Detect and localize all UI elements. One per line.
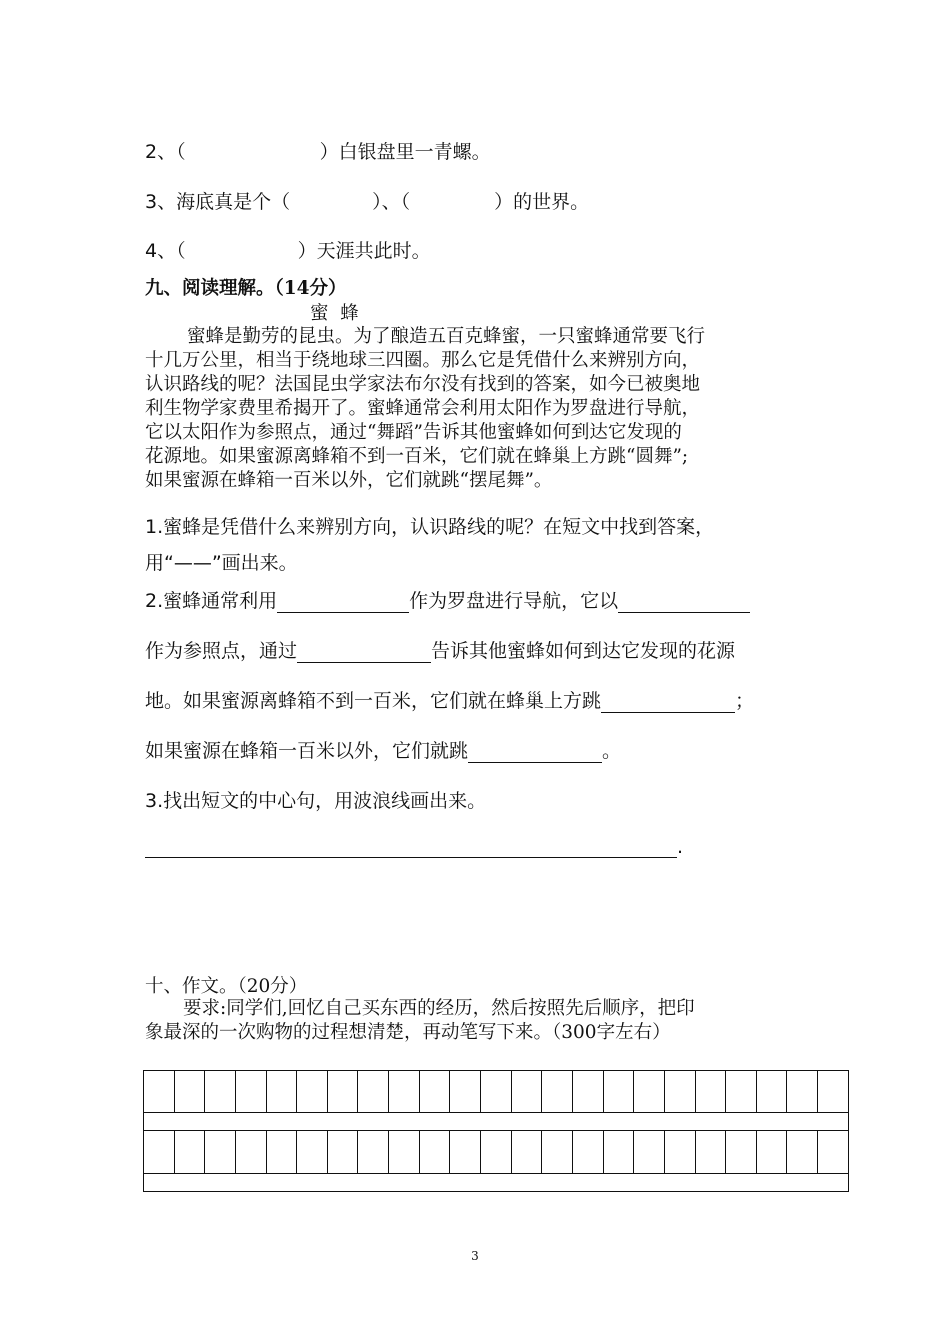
grid-cell[interactable] [450,1131,481,1173]
grid-spacer-row [144,1173,849,1191]
reading-question-3-answer [145,836,683,858]
grid-cell[interactable] [205,1131,236,1173]
grid-cell[interactable] [358,1071,389,1113]
answer-line[interactable] [145,837,677,858]
grid-cell[interactable] [327,1131,358,1173]
q2-text: 作为参照点，通过 [145,640,298,662]
reading-question-2-line-2 [145,636,735,663]
passage [145,325,705,493]
grid-cell[interactable] [634,1071,665,1113]
grid-cell[interactable] [419,1071,450,1113]
q2-text: ； [735,690,755,712]
fill-question-4 [145,236,431,263]
grid-cell[interactable] [511,1071,542,1113]
grid-cell[interactable] [726,1071,757,1113]
fill-question-2 [145,137,491,164]
grid-cell[interactable] [818,1131,849,1173]
reading-question-2-line-1 [145,586,750,613]
grid-cell[interactable] [818,1071,849,1113]
grid-cell[interactable] [174,1131,205,1173]
grid-cell[interactable] [144,1131,175,1173]
grid-cell[interactable] [481,1131,512,1173]
grid-cell[interactable] [389,1131,420,1173]
answer-blank[interactable] [297,642,431,663]
grid-cell[interactable] [787,1131,818,1173]
grid-cell[interactable] [511,1131,542,1173]
grid-spacer-row [144,1113,849,1131]
reading-question-3: 3.找出短文的中心句，用波浪线画出来。 [145,790,487,812]
fill-q4-suffix: ）天涯共此时。 [297,240,431,262]
reading-question-2-line-3 [145,686,754,713]
q2-text: 作为罗盘进行导航，它以 [409,590,619,612]
essay-heading: 十、作文。（20分） [145,976,308,997]
grid-cell[interactable] [266,1131,297,1173]
q2-text: 地。如果蜜源离蜂箱不到一百米，它们就在蜂巢上方跳 [145,690,602,712]
essay-requirement-line: 要求:同学们,回忆自己买东西的经历，然后按照先后顺序，把印 [183,998,695,1019]
grid-cell[interactable] [634,1131,665,1173]
passage-line: 十几万公里，相当于绕地球三四圈。那么它是凭借什么来辨别方向， [145,350,701,371]
reading-heading: 九、阅读理解。（14分） [145,278,347,299]
grid-cell[interactable] [664,1071,695,1113]
grid-cell[interactable] [235,1131,266,1173]
answer-line-end: . [677,836,684,858]
answer-blank[interactable] [277,592,409,613]
q2-text: 。 [602,740,622,762]
grid-cell[interactable] [542,1071,573,1113]
passage-line: 利生物学家费里希揭开了。蜜蜂通常会利用太阳作为罗盘进行导航， [145,398,701,419]
answer-blank[interactable] [618,592,750,613]
answer-blank[interactable] [601,692,735,713]
fill-q2-prefix: 2、（ [145,141,186,163]
passage-line: 如果蜜源在蜂箱一百米以外，它们就跳“摆尾舞”。 [145,470,553,491]
grid-cell[interactable] [481,1071,512,1113]
passage-line: 它以太阳作为参照点，通过“舞蹈”告诉其他蜜蜂如何到达它发现的 [145,422,682,443]
passage-title: 蜜 蜂 [310,303,359,324]
fill-q3-suffix: ）的世界。 [494,191,590,213]
grid-cell[interactable] [572,1071,603,1113]
grid-cell[interactable] [327,1071,358,1113]
grid-cell[interactable] [695,1071,726,1113]
grid-row [144,1071,849,1113]
fill-q4-prefix: 4、（ [145,240,186,262]
grid-cell[interactable] [756,1131,787,1173]
grid-cell[interactable] [266,1071,297,1113]
reading-question-2-line-4 [145,736,621,763]
grid-cell[interactable] [144,1071,175,1113]
passage-line: 蜜蜂是勤劳的昆虫。为了酿造五百克蜂蜜，一只蜜蜂通常要飞行 [187,326,706,347]
grid-cell[interactable] [297,1071,328,1113]
grid-cell[interactable] [695,1131,726,1173]
grid-cell[interactable] [756,1071,787,1113]
fill-q3-middle: ）、（ [372,191,411,213]
grid-cell[interactable] [787,1071,818,1113]
q2-text: 如果蜜源在蜂箱一百米以外，它们就跳 [145,740,469,762]
grid-cell[interactable] [174,1071,205,1113]
grid-cell[interactable] [542,1131,573,1173]
writing-grid [143,1070,849,1192]
grid-row [144,1131,849,1173]
grid-cell[interactable] [450,1071,481,1113]
grid-cell[interactable] [603,1131,634,1173]
page-number: 3 [471,1249,479,1263]
grid-cell[interactable] [726,1131,757,1173]
grid-spacer [144,1173,849,1191]
fill-q2-suffix: ）白银盘里一青螺。 [319,141,491,163]
passage-line: 花源地。如果蜜源离蜂箱不到一百米，它们就在蜂巢上方跳“圆舞”; [145,446,689,467]
answer-blank[interactable] [468,742,602,763]
essay-requirement-line: 象最深的一次购物的过程想清楚，再动笔写下来。（300字左右） [145,1022,671,1043]
grid-cell[interactable] [572,1131,603,1173]
grid-cell[interactable] [358,1131,389,1173]
grid-cell[interactable] [389,1071,420,1113]
grid-spacer [144,1113,849,1131]
reading-question-1-line-1: 1.蜜蜂是凭借什么来辨别方向，认识路线的呢？在短文中找到答案， [145,516,715,538]
grid-cell[interactable] [297,1131,328,1173]
passage-line: 认识路线的呢？法国昆虫学家法布尔没有找到的答案，如今已被奥地 [145,374,701,395]
q2-text: 2.蜜蜂通常利用 [145,590,278,612]
essay-requirements [145,997,695,1045]
grid-cell[interactable] [664,1131,695,1173]
grid-cell[interactable] [235,1071,266,1113]
grid-cell[interactable] [603,1071,634,1113]
grid-cell[interactable] [419,1131,450,1173]
fill-question-3 [145,187,589,214]
fill-q3-prefix: 3、海底真是个（ [145,191,291,213]
q2-text: 告诉其他蜜蜂如何到达它发现的花源 [431,640,736,662]
reading-question-1-line-2: 用“——”画出来。 [145,552,298,574]
grid-cell[interactable] [205,1071,236,1113]
